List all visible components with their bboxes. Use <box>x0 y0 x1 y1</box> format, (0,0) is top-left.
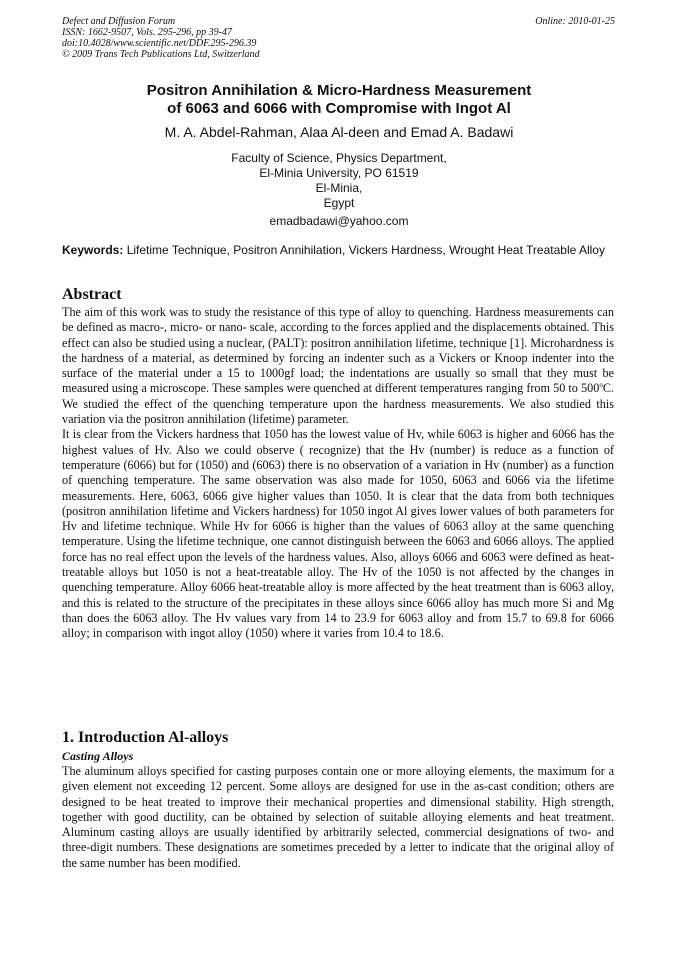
abstract-paragraph-1 <box>62 305 614 427</box>
affiliation-line-2: El-Minia University, PO 61519 <box>259 166 419 180</box>
journal-name: Defect and Diffusion Forum <box>62 16 176 27</box>
degree-superscript: o <box>599 381 603 390</box>
affiliation-line-4: Egypt <box>323 196 355 210</box>
keywords-label: Keywords: <box>62 243 124 257</box>
copyright-line: © 2009 Trans Tech Publications Ltd, Switzerland <box>62 49 260 60</box>
affiliation-line-1: Faculty of Science, Physics Department, <box>231 151 447 165</box>
title-line-2: of 6063 and 6066 with Compromise with Ingot Al <box>167 100 511 117</box>
section-1-body <box>62 764 614 871</box>
abstract-heading: Abstract <box>62 286 122 303</box>
issn-line: ISSN: 1662-9507, Vols. 295-296, pp 39-47 <box>62 27 232 38</box>
section-1-paragraph-1: The aluminum alloys specified for casting purposes contain one or more alloying elements, the maximum for a given element not exceeding 12 percent. Some alloys are designed for use in the as-cast condition; others are designed to be heat treated to improve their mechanical properties and dimensional stability. High strength, together with good ductility, can be obtained by selection of suitable alloying elements and heat treatment. Aluminum casting alloys are usually identified by arbitrarily selected, commercial designations of two- and three-digit numbers. These designations are sometimes preceded by a letter to indicate that the original alloy of the same number has been modified. <box>62 764 614 870</box>
abstract-p1-text: The aim of this work was to study the resistance of this type of alloy to quenching. Hardness measurements can be defined as macro-, micro- or nano- scale, according to the forces applied and the displacements obtained. This effect can also be studied using a nuclear, (PALT): positron annihilation lifetime, technique [1]. Microhardness is the hardness of a material, as determined by forcing an indenter such as a Vickers or Knoop indenter into the surface of the material under a 15 to 1000gf load; the indentations are usually so small that they must be measured using a microscope. These samples were quenched at different temperatures ranging from 50 to 500 <box>62 305 614 396</box>
online-date: Online: 2010-01-25 <box>535 16 615 27</box>
keywords-text: Lifetime Technique, Positron Annihilation, Vickers Hardness, Wrought Heat Treatable Alloy <box>126 243 605 257</box>
abstract-p1-end: C. We studied the effect of the quenching temperature upon the hardness measurements. We also studied this variation via the positron annihilation (lifetime) parameter. <box>62 381 614 427</box>
journal-header <box>62 16 260 60</box>
affiliation-line-3: El-Minia, <box>315 181 363 195</box>
section-1-heading: 1. Introduction Al-alloys <box>62 729 229 746</box>
title-line-1: Positron Annihilation & Micro-Hardness Measurement <box>146 82 532 99</box>
affiliation <box>62 151 616 211</box>
doi-line: doi:10.4028/www.scientific.net/DDF.295-296.39 <box>62 38 257 49</box>
abstract-body <box>62 305 614 642</box>
author-email: emadbadawi@yahoo.com <box>269 214 409 228</box>
keywords <box>62 243 678 258</box>
section-1-subheading: Casting Alloys <box>62 749 134 763</box>
paper-title <box>62 82 616 118</box>
authors: M. A. Abdel-Rahman, Alaa Al-deen and Emad A. Badawi <box>164 124 514 140</box>
abstract-paragraph-2: It is clear from the Vickers hardness that 1050 has the lowest value of Hv, while 6063 is higher and 6066 has the highest values of Hv. Also we could observe ( recognize) that the Hv (number) is reduce as a function of temperature (6066) but for (1050) and (6063) there is no observation of a variation in Hv (number) as a function of quenching temperature. The same observation was also made for 1050, 6063 and 6066 via the lifetime measurements. Here, 6063, 6066 give higher values than 1050. It is clear that the data from both techniques (positron annihilation lifetime and Vickers hardness) for 1050 ingot Al gives lower values of both parameters for Hv and lifetime technique. While Hv for 6066 is higher than the values of 6063 alloy at the same quenching temperature. Using the lifetime technique, one cannot distinguish between the 6063 and 6066 alloys. The applied force has no real effect upon the levels of the hardness values. Also, alloys 6066 and 6063 were defined as heat-treatable alloys but 1050 is not a heat-treatable alloy. The Hv of the 1050 is not affected by the changes in quenching temperature. Alloy 6066 heat-treatable alloy is more affected by the heat treatment than is 6063 alloy, and this is related to the structure of the precipitates in these alloys since 6066 alloy has much more Si and Mg than does the 6063 alloy. The Hv values vary from 14 to 23.9 for 6063 alloy and from 15.7 to 69.8 for 6066 alloy; in comparison with ingot alloy (1050) where it varies from 10.4 to 18.6. <box>62 427 614 641</box>
